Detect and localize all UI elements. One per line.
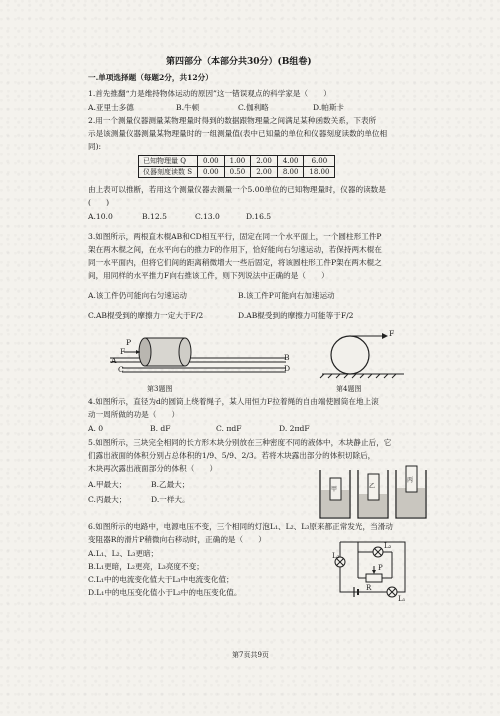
table-cell: 0.50	[224, 167, 251, 178]
figure-3-label-d: D	[284, 364, 291, 373]
figure-4-rolling-cylinder	[322, 322, 412, 382]
q5-option-a: A.甲最大；	[88, 480, 127, 489]
circuit-label-l2: L₂	[384, 542, 392, 550]
figure-3-label-f: F	[120, 347, 126, 356]
figure-3-label-p: P	[126, 338, 132, 347]
q4-option-c: C. πdF	[216, 424, 242, 433]
q4-option-b: B. dF	[150, 424, 171, 433]
q1-option-a: A.亚里士多德	[88, 103, 134, 112]
figure-3-rods-cylinder	[110, 328, 290, 378]
figure-3-label-a: A	[111, 356, 117, 365]
q2-data-table	[138, 155, 335, 178]
q2-line-1: 2.用一个测量仪器测量某物理量时得到的数据跟物理量之间满足某种函数关系，下表所	[88, 116, 377, 125]
q3-line-1: 3.如图所示，两根直木棍AB和CD相互平行，固定在同一个水平面上，一个圆柱形工件P	[88, 232, 382, 241]
table-cell: 0.00	[198, 167, 225, 178]
beaker-label-yi: 乙	[369, 483, 376, 490]
figure-6-circuit	[330, 540, 420, 602]
table-cell: 已知物理量 Q	[139, 156, 198, 167]
q3-option-d: D.AB棍受到的摩擦力可能等于F/2	[238, 311, 354, 320]
q5-line-3: 木块再次露出液面部分的体积（ ）	[88, 464, 218, 473]
q2-line-3: 同):	[88, 142, 102, 151]
circuit-label-l1: L₁	[398, 595, 406, 603]
table-cell: 1.00	[224, 156, 251, 167]
q6-line-2: 变阻器R的滑片P稍微向右移动时，正确的是（ ）	[88, 535, 266, 544]
q6-option-a: A.L₁、L₂、L₃更暗；	[88, 549, 159, 558]
table-cell: 0.00	[198, 156, 225, 167]
table-row	[139, 156, 335, 167]
q6-option-b: B.L₁更暗，L₂更亮，L₃亮度不变；	[88, 562, 204, 571]
q4-option-a: A. 0	[88, 424, 104, 433]
q5-line-1: 5.如图所示，三块完全相同的长方形木块分别放在三种密度不同的液体中，木块静止后，它	[88, 438, 392, 447]
q1-option-c: C.伽利略	[238, 103, 269, 112]
q3-option-c: C.AB棍受到的摩擦力一定大于F/2	[88, 311, 204, 320]
circuit-label-r: R	[366, 584, 372, 592]
q2-option-a: A.10.0	[88, 212, 113, 221]
table-cell: 仪器刻度读数 S	[139, 167, 198, 178]
q3-line-4: 间，用同样的水平推力F向右推该工件，则下列说法中正确的是（ ）	[88, 271, 329, 280]
q2-line-4: 由上表可以推断，若用这个测量仪器去测量一个5.00单位的已知物理量时，仪器的读数是	[88, 185, 386, 194]
circuit-label-p: P	[378, 564, 383, 572]
q6-line-1: 6.如图所示的电路中，电源电压不变，三个相同的灯泡L₁、L₂、L₃原来都正常发光，当滑动	[88, 522, 393, 531]
table-cell: 8.00	[277, 167, 304, 178]
section-heading: 一.单项选择题（每题2分，共12分）	[88, 73, 213, 82]
q3-line-2: 架在两木棍之间，在水平向右的推力F的作用下，恰好能向右匀速运动，若保持两木棍在	[88, 245, 382, 254]
q4-line-1: 4.如图所示，直径为d的圆筒上绕着绳子，某人用恒力F拉着绳的自由端使圆筒在地上滚	[88, 397, 379, 406]
circuit-label-l3: L₃	[332, 552, 340, 560]
beaker-label-jia: 甲	[331, 486, 338, 493]
page-footer: 第7页共9页	[232, 651, 269, 659]
figure-3-label-c: C	[118, 365, 124, 374]
table-cell: 6.00	[304, 156, 335, 167]
q2-option-d: D.16.5	[246, 212, 272, 221]
q5-option-b: B.乙最大；	[151, 480, 190, 489]
q5-option-c: C.丙最大；	[88, 495, 127, 504]
q1-option-d: D.帕斯卡	[313, 103, 345, 112]
figure-3-caption: 第3题图	[147, 385, 173, 393]
q2-option-c: C.13.0	[195, 212, 220, 221]
q4-line-2: 动一周所做的功是（ ）	[88, 410, 180, 419]
q4-option-d: D. 2πdF	[279, 424, 310, 433]
q6-option-d: D.L₁中的电压变化值小于L₂中的电压变化值。	[88, 588, 242, 597]
table-cell: 4.00	[277, 156, 304, 167]
q2-option-b: B.12.5	[142, 212, 167, 221]
beaker-label-bing: 丙	[407, 477, 414, 484]
q5-line-2: 们露出液面的体积分别占总体积的1/9、5/9、2/3。若将木块露出部分的体积切除后，	[88, 451, 376, 460]
figure-4-label-f: F	[389, 329, 395, 338]
q5-option-d: D.一样大。	[151, 495, 190, 504]
table-row	[139, 167, 335, 178]
q1-option-b: B.牛顿	[176, 103, 200, 112]
table-cell: 2.00	[251, 156, 278, 167]
q3-line-3: 同一水平面内，但将它们间的距离稍微增大一些后固定，将该圆柱形工件P架在两木棍之	[88, 258, 382, 267]
q2-line-2: 示是该测量仪器测量某物理量时的一组测量值(表中已知量的单位和仪器刻度读数的单位相	[88, 129, 388, 138]
q3-option-a: A.该工件仍可能向右匀速运动	[88, 291, 188, 300]
table-cell: 2.00	[251, 167, 278, 178]
figure-3-label-b: B	[284, 353, 290, 362]
q3-option-b: B.该工件P可能向右加速运动	[238, 291, 335, 300]
q1-stem: 1.首先推翻“力是维持物体运动的原因”这一错误观点的科学家是（ ）	[88, 89, 331, 98]
q6-option-c: C.L₁中的电流变化值大于L₃中电流变化值；	[88, 575, 234, 584]
table-cell: 18.00	[304, 167, 335, 178]
q2-line-5: ( )	[88, 198, 110, 207]
figure-4-caption: 第4题图	[336, 385, 362, 393]
page-title: 第四部分（本部分共30分）(B组卷)	[166, 57, 312, 67]
